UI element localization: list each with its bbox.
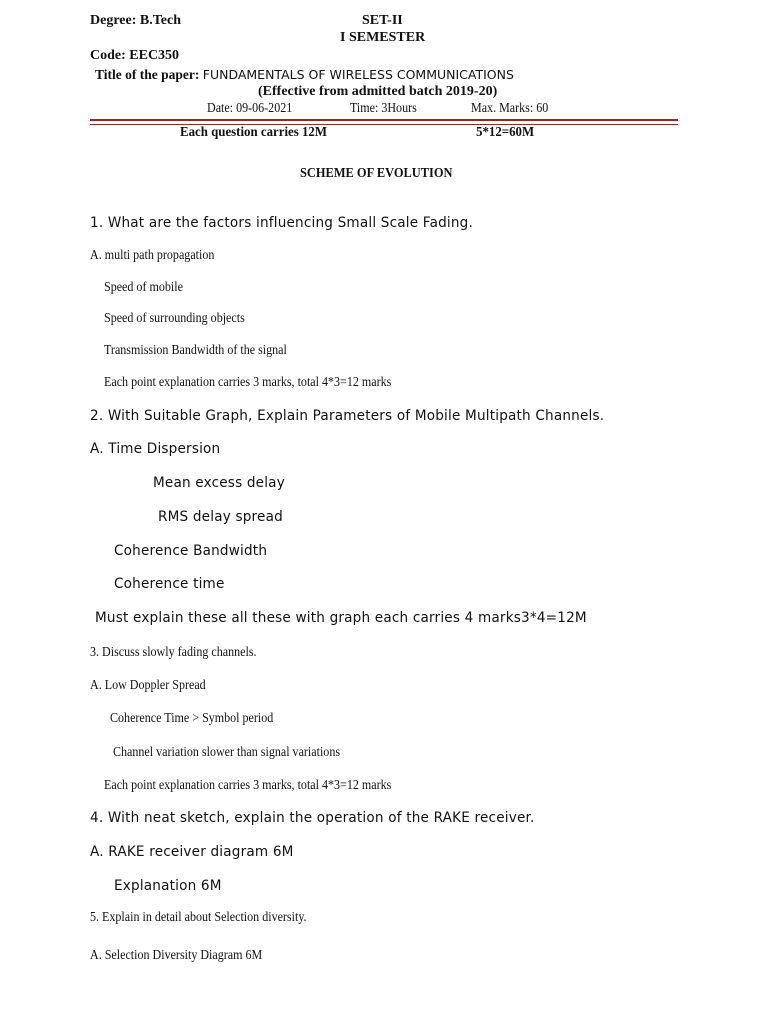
answer-item: Speed of surrounding objects (104, 311, 245, 326)
question-3: 3. Discuss slowly fading channels. (90, 645, 257, 660)
degree-label: Degree: B.Tech (90, 13, 181, 28)
answer-item: RMS delay spread (158, 509, 283, 525)
effective-batch: (Effective from admitted batch 2019-20) (258, 84, 498, 99)
answer-item: Coherence time (114, 576, 225, 592)
answer-item: A. RAKE receiver diagram 6M (90, 844, 294, 860)
paper-title-value: FUNDAMENTALS OF WIRELESS COMMUNICATIONS (202, 67, 514, 82)
answer-item: Mean excess delay (153, 475, 285, 491)
question-5: 5. Explain in detail about Selection diversity. (90, 910, 307, 925)
answer-item: Coherence Bandwidth (114, 543, 268, 559)
answer-item: Transmission Bandwidth of the signal (104, 343, 287, 358)
scheme-heading: SCHEME OF EVOLUTION (300, 165, 453, 180)
header-divider-thin (90, 124, 678, 125)
header-divider (90, 119, 678, 121)
code-label: Code: EEC350 (90, 48, 180, 63)
set-label: SET-II (362, 13, 403, 28)
semester-label: I SEMESTER (340, 30, 426, 45)
question-4: 4. With neat sketch, explain the operation of the RAKE receiver. (90, 810, 535, 826)
answer-item: A. Low Doppler Spread (90, 678, 206, 693)
answer-item: A. Selection Diversity Diagram 6M (90, 948, 263, 963)
max-marks: Max. Marks: 60 (471, 101, 549, 116)
paper-title-label: Title of the paper: (95, 67, 203, 82)
answer-item: Coherence Time > Symbol period (110, 711, 274, 726)
marks-per-question: Each question carries 12M (180, 125, 328, 140)
paper-title (95, 66, 514, 84)
answer-item: Channel variation slower than signal variations (113, 745, 341, 760)
marks-note: Each point explanation carries 3 marks, total 4*3=12 marks (104, 778, 392, 793)
answer-item: A. multi path propagation (90, 248, 215, 263)
marks-note: Must explain these all these with graph each carries 4 marks3*4=12M (95, 610, 587, 626)
question-2: 2. With Suitable Graph, Explain Parameters of Mobile Multipath Channels. (90, 408, 605, 424)
answer-item: Speed of mobile (104, 280, 183, 295)
question-1: 1. What are the factors influencing Small Scale Fading. (90, 215, 473, 231)
total-marks: 5*12=60M (476, 125, 535, 140)
answer-item: A. Time Dispersion (90, 441, 221, 457)
exam-time: Time: 3Hours (350, 101, 417, 116)
marks-note: Each point explanation carries 3 marks, total 4*3=12 marks (104, 375, 392, 390)
answer-item: Explanation 6M (114, 878, 222, 894)
exam-date: Date: 09-06-2021 (207, 101, 293, 116)
